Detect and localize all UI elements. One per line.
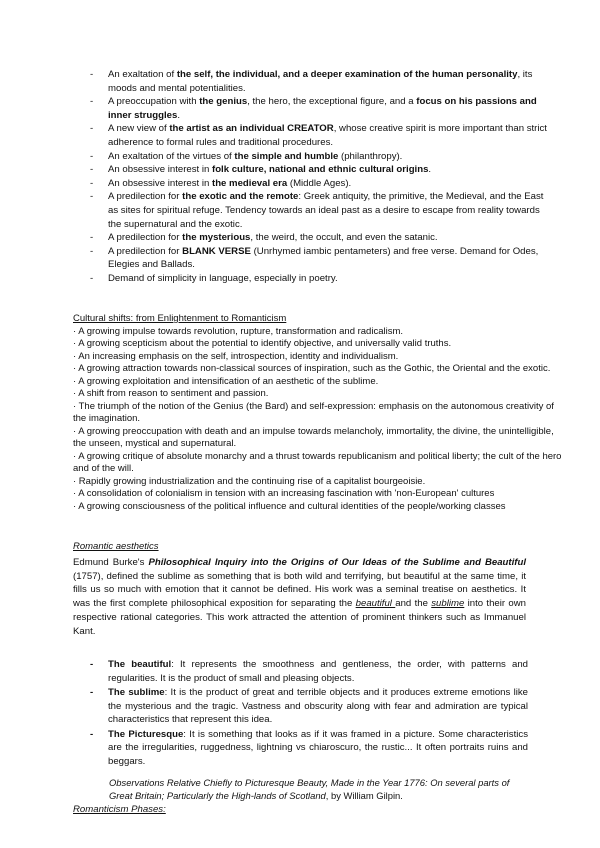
- cultural-shift-item: · The triumph of the notion of the Genius (the Bard) and self-expression: emphasis on the autonomous creativity of the imagination.: [73, 400, 554, 424]
- text-segment: into their own respective rational categories. This work attracted the attention of prominent thinkers such as Immanuel Kant.: [73, 598, 526, 637]
- romantic-aesthetics-heading: Romantic aesthetics: [73, 541, 159, 552]
- cultural-shift-item: · A growing scepticism about the potential to identify objective, and universally valid truths.: [73, 338, 452, 349]
- text-segment: sublime: [431, 598, 465, 610]
- text-segment: , its moods and mental potentialities.: [108, 69, 533, 94]
- text-segment: : Greek antiquity, the primitive, the Medieval, and the East as sites for spiritual refuge. Tendency towards an ideal past as a desire to escape from reality towards the supernatural and the exotic.: [108, 191, 544, 230]
- text-segment: A preoccupation with: [108, 96, 200, 108]
- text-segment: .: [428, 164, 432, 176]
- characteristic-item: [90, 150, 550, 164]
- citation-author: , by William Gilpin.: [325, 790, 403, 801]
- text-segment: the self, the individual, and a deeper examination of the human personality: [176, 69, 518, 80]
- text-segment: the medieval era: [212, 177, 288, 189]
- characteristic-item: [90, 122, 550, 149]
- text-segment: (philanthropy).: [338, 150, 403, 162]
- text-segment: (Middle Ages).: [287, 177, 352, 189]
- aesthetic-description: : It represents the smoothness and gentleness, the order, with patterns and regularities. It is the product of small and pleasing objects.: [108, 659, 528, 684]
- characteristic-item: [90, 163, 550, 177]
- text-segment: Philosophical Inquiry into the Origins of Our Ideas of the Sublime and Beautiful: [148, 557, 526, 568]
- romanticism-phases-heading: Romanticism Phases:: [73, 804, 166, 815]
- cultural-shift-item: · Rapidly growing industrialization and the continuing rise of a capitalist bourgeoisie.: [73, 475, 426, 487]
- text-segment: A predilection for: [108, 232, 183, 244]
- aesthetic-description: : It is something that looks as if it was framed in a picture. Some characteristics are the irregularities, ruggedness, lightning vs chiaroscuro, the rustic... It often portraits ruins and beggars.: [108, 728, 528, 767]
- text-segment: and the: [395, 598, 432, 610]
- cultural-shifts-list: [73, 326, 565, 514]
- text-segment: (Unrhymed iambic pentameters) and free verse. Demand for Odes, Elegies and Ballads.: [108, 245, 539, 271]
- text-segment: the simple and humble: [234, 150, 339, 162]
- gilpin-citation: [109, 776, 529, 802]
- text-segment: A predilection for: [108, 245, 183, 257]
- cultural-shift-item: · A consolidation of colonialism in tension with an increasing fascination with 'non-European' cultures: [73, 488, 495, 499]
- text-segment: beautiful: [355, 598, 396, 610]
- text-segment: (1757), defined the sublime as something that is both wild and terrifying, but beautiful at the same time, it fills us so much with emotion that it cannot be defined. His work was a seminal treatise on aesthetics. It was the first complete philosophical exposition for separating the: [73, 570, 526, 610]
- text-segment: An exaltation of the virtues of: [108, 150, 235, 162]
- cultural-shift-item: · A growing preoccupation with death and an impulse towards melancholy, immortality, the divine, the unintelligible, the unseen, mystical and supernatural.: [73, 425, 554, 449]
- romanticism-characteristics-list: [90, 68, 550, 286]
- aesthetic-description: : It is the product of great and terrible objects and it produces extreme emotions like the mysterious and the tragic. Vastness and obscurity along with fear and admiration are typical characteristics that represent this idea.: [108, 686, 528, 726]
- burke-paragraph: [73, 556, 526, 638]
- text-segment: , the weird, the occult, and even the satanic.: [250, 232, 438, 244]
- romantic-aesthetics-heading-wrap: [73, 541, 565, 554]
- cultural-shift-item: · An increasing emphasis on the self, introspection, identity and individualism.: [73, 350, 399, 362]
- aesthetic-term: The sublime: [108, 686, 165, 698]
- text-segment: , whose creative spirit is more important than strict adherence to formal rules and traditional procedures.: [108, 123, 547, 148]
- text-segment: .: [177, 109, 180, 121]
- text-segment: An obsessive interest in: [108, 164, 212, 176]
- characteristic-item: [90, 272, 550, 286]
- text-segment: folk culture, national and ethnic cultural origins: [212, 164, 429, 176]
- cultural-shift-item: · A growing attraction towards non-classical sources of inspiration, such as the Gothic, the Oriental and the exotic.: [73, 363, 551, 374]
- aesthetic-term: The Picturesque: [108, 728, 184, 740]
- text-segment: Edmund Burke's: [73, 557, 149, 568]
- characteristic-item: [90, 68, 550, 95]
- text-segment: the exotic and the remote: [182, 191, 299, 203]
- text-segment: the genius: [199, 96, 248, 108]
- aesthetic-category-item: [90, 686, 528, 727]
- cultural-shift-item: · A growing impulse towards revolution, rupture, transformation and radicalism.: [73, 325, 404, 337]
- text-segment: focus on his passions and inner struggles: [108, 96, 537, 121]
- characteristic-item: [90, 190, 550, 231]
- phases-heading-wrap: [73, 804, 166, 815]
- text-segment: An obsessive interest in: [108, 177, 212, 189]
- aesthetic-category-item: [90, 728, 528, 769]
- characteristic-item: [90, 95, 550, 122]
- text-segment: the mysterious: [182, 232, 251, 244]
- citation-title: Observations Relative Chiefly to Picturesque Beauty, Made in the Year 1776: On several parts of Great Britain; Particularly the High-lands of Scotland: [109, 777, 510, 801]
- cultural-shift-item: · A growing exploitation and intensification of an aesthetic of the sublime.: [73, 375, 379, 387]
- cultural-shifts-section: [73, 313, 565, 513]
- characteristic-item: [90, 231, 550, 245]
- text-segment: An exaltation of: [108, 69, 177, 80]
- text-segment: , the hero, the exceptional figure, and a: [247, 96, 417, 108]
- cultural-shift-item: · A shift from reason to sentiment and passion.: [73, 388, 269, 399]
- aesthetic-categories-list: [90, 658, 528, 769]
- text-segment: A new view of: [108, 123, 170, 135]
- characteristic-item: [90, 177, 550, 191]
- text-segment: BLANK VERSE: [182, 245, 251, 257]
- text-segment: A predilection for: [108, 191, 183, 203]
- aesthetic-term: The beautiful: [108, 659, 172, 670]
- cultural-shift-item: · A growing critique of absolute monarchy and a thrust towards republicanism and political liberty; the cult of the hero and of the will.: [73, 450, 562, 474]
- characteristic-item: [90, 245, 550, 272]
- text-segment: Demand of simplicity in language, especially in poetry.: [108, 272, 338, 284]
- text-segment: the artist as an individual CREATOR: [169, 123, 334, 135]
- aesthetic-category-item: [90, 658, 528, 685]
- cultural-shift-item: · A growing consciousness of the political influence and cultural identities of the people/working classes: [73, 500, 506, 512]
- cultural-shifts-heading: Cultural shifts: from Enlightenment to Romanticism: [73, 313, 287, 324]
